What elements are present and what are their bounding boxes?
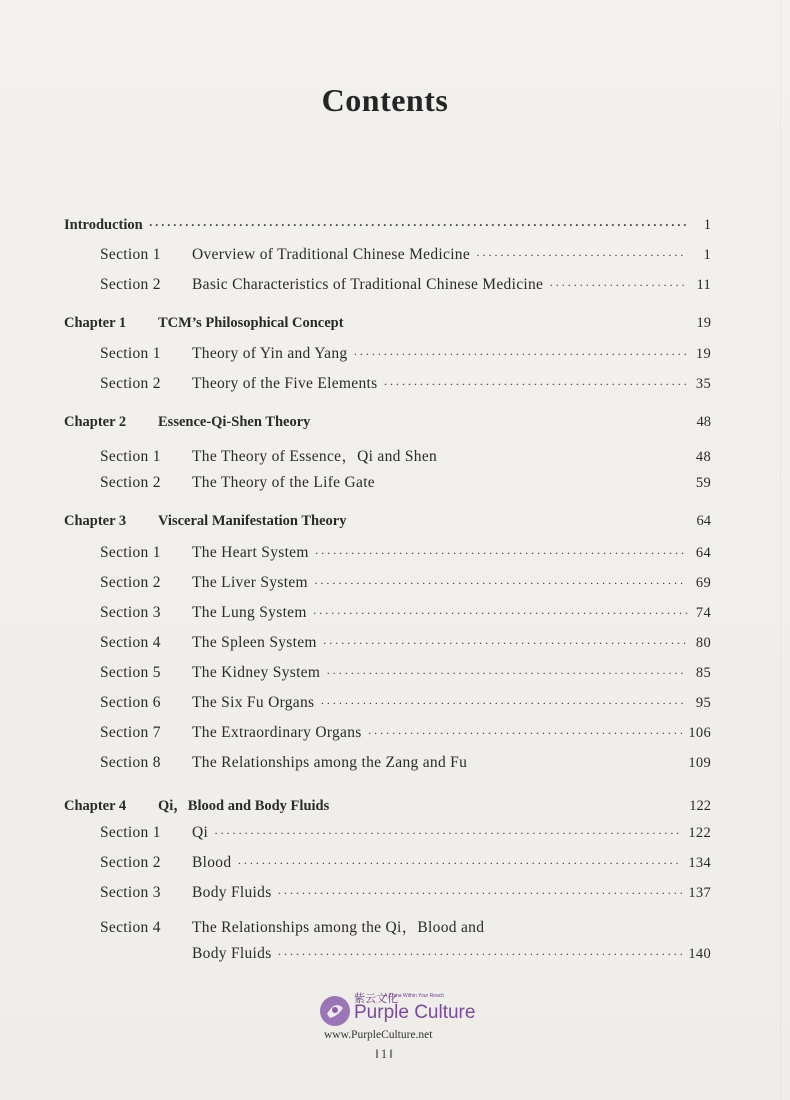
- section-label: The Spleen System: [192, 634, 317, 651]
- toc-entry-section[interactable]: [100, 544, 711, 566]
- section-label: The Theory of the Life Gate: [192, 474, 375, 491]
- watermark-chinese-name: 紫云文化: [354, 992, 398, 1005]
- purple-culture-logo-icon: [318, 994, 352, 1028]
- toc-entry-section[interactable]: [100, 724, 711, 746]
- toc-entry-section[interactable]: [100, 375, 711, 397]
- page-number-folio: [365, 1046, 405, 1062]
- toc-page-number: 74: [695, 605, 711, 621]
- watermark-url: www.PurpleCulture.net: [324, 1029, 433, 1041]
- toc-entry-section[interactable]: [100, 884, 711, 906]
- chapter-number: Chapter 4: [64, 798, 127, 814]
- toc-page-number: 109: [688, 755, 711, 771]
- section-number: Section 2: [100, 574, 161, 591]
- watermark: [318, 990, 518, 1050]
- section-number: Section 8: [100, 754, 161, 771]
- section-number: Section 4: [100, 634, 161, 651]
- dot-leader: [476, 249, 687, 261]
- section-number: Section 2: [100, 276, 161, 293]
- section-number: Section 1: [100, 544, 161, 561]
- section-number: Section 3: [100, 884, 161, 901]
- toc-entry-chapter-1[interactable]: [64, 315, 711, 337]
- toc-page-number: 134: [688, 855, 711, 871]
- toc-entry-section[interactable]: [100, 276, 711, 298]
- section-label: The Heart System: [192, 544, 309, 561]
- toc-entry-section[interactable]: [100, 754, 711, 776]
- toc-page-number: 19: [695, 346, 711, 362]
- toc-page-number: 80: [695, 635, 711, 651]
- toc-page-number: 122: [689, 798, 711, 814]
- toc-entry-chapter-2[interactable]: [64, 414, 711, 436]
- toc-page-number: 64: [696, 513, 711, 529]
- section-label: The Extraordinary Organs: [192, 724, 362, 741]
- dot-leader: [353, 348, 687, 360]
- dot-leader: [314, 577, 687, 589]
- section-label-continued: Body Fluids: [192, 945, 272, 962]
- toc-entry-section[interactable]: [100, 915, 711, 937]
- toc-page-number: 140: [688, 946, 711, 962]
- dot-leader: [320, 697, 687, 709]
- toc-page-number: 85: [695, 665, 711, 681]
- section-label: The Lung System: [192, 604, 307, 621]
- toc-page-number: 1: [703, 247, 711, 263]
- section-label: The Relationships among the Zang and Fu: [192, 754, 468, 771]
- toc-entry-chapter-3[interactable]: [64, 513, 711, 535]
- section-number: Section 6: [100, 694, 161, 711]
- section-number: Section 1: [100, 246, 161, 263]
- watermark-tagline: A China Within Your Reach: [384, 993, 445, 999]
- toc-page-number: 48: [695, 449, 711, 465]
- section-number: Section 4: [100, 919, 161, 936]
- dot-leader: [323, 637, 687, 649]
- section-label: Blood: [192, 854, 232, 871]
- toc-entry-section[interactable]: [100, 664, 711, 686]
- dot-leader: [149, 219, 687, 231]
- toc-entry-section[interactable]: [100, 474, 711, 496]
- dot-leader: [214, 827, 682, 839]
- toc-entry-section-continued[interactable]: [192, 945, 711, 967]
- toc-entry-section[interactable]: [100, 574, 711, 596]
- toc-entry-section[interactable]: [100, 634, 711, 656]
- toc-page-number: 19: [696, 315, 711, 331]
- section-number: Section 7: [100, 724, 161, 741]
- watermark-brand: Purple Culture: [354, 1002, 476, 1023]
- toc-page-number: 69: [695, 575, 711, 591]
- section-label: The Theory of Essence，Qi and Shen: [192, 448, 438, 465]
- dot-leader: [278, 948, 683, 960]
- folio-bar-right: ‖: [389, 1046, 395, 1061]
- folio-number: 1: [380, 1046, 390, 1061]
- section-number: Section 3: [100, 604, 161, 621]
- toc-entry-chapter-4[interactable]: [64, 794, 711, 816]
- section-label: The Kidney System: [192, 664, 321, 681]
- toc-page-number: 11: [696, 277, 711, 293]
- toc-entry-label: Introduction: [64, 217, 143, 233]
- dot-leader: [313, 607, 687, 619]
- dot-leader: [326, 667, 687, 679]
- section-number: Section 2: [100, 854, 161, 871]
- toc-page-number: 122: [688, 825, 711, 841]
- dot-leader: [549, 279, 687, 291]
- chapter-number: Chapter 1: [64, 315, 127, 331]
- toc-page-number: 59: [695, 475, 711, 491]
- folio-bar-left: ‖: [375, 1046, 381, 1061]
- dot-leader: [368, 727, 683, 739]
- section-number: Section 2: [100, 375, 161, 392]
- chapter-number: Chapter 3: [64, 513, 127, 529]
- toc-entry-section[interactable]: [100, 854, 711, 876]
- page-title: Contents: [321, 82, 449, 118]
- section-number: Section 1: [100, 345, 161, 362]
- toc-page-number: 35: [695, 376, 711, 392]
- section-label: Theory of Yin and Yang: [192, 345, 348, 362]
- toc-entry-introduction[interactable]: [64, 217, 711, 239]
- toc-entry-section[interactable]: [100, 345, 711, 367]
- toc-page-number: 64: [695, 545, 711, 561]
- section-label: Overview of Traditional Chinese Medicine: [192, 246, 471, 263]
- section-label: The Relationships among the Qi，Blood and: [192, 919, 485, 936]
- dot-leader: [278, 887, 683, 899]
- chapter-number: Chapter 2: [64, 414, 127, 430]
- toc-entry-section[interactable]: [100, 694, 711, 716]
- section-label: Body Fluids: [192, 884, 272, 901]
- chapter-label: Qi，Blood and Body Fluids: [158, 798, 330, 814]
- section-label: Theory of the Five Elements: [192, 375, 378, 392]
- dot-leader: [315, 547, 687, 559]
- toc-page-number: 95: [695, 695, 711, 711]
- section-label: The Six Fu Organs: [192, 694, 315, 711]
- chapter-label: TCM’s Philosophical Concept: [158, 315, 344, 331]
- section-number: Section 1: [100, 824, 161, 841]
- toc-page-number: 106: [688, 725, 711, 741]
- toc-page-number: 1: [703, 217, 711, 233]
- toc-entry-section[interactable]: [100, 824, 711, 846]
- section-number: Section 2: [100, 474, 161, 491]
- toc-page-number: 48: [696, 414, 711, 430]
- chapter-label: Visceral Manifestation Theory: [158, 513, 347, 529]
- section-label: Basic Characteristics of Traditional Chinese Medicine: [192, 276, 544, 293]
- section-label: Qi: [192, 824, 209, 841]
- section-label: The Liver System: [192, 574, 308, 591]
- chapter-label: Essence-Qi-Shen Theory: [158, 414, 311, 430]
- toc-entry-section[interactable]: [100, 444, 711, 466]
- toc-entry-section[interactable]: [100, 246, 711, 268]
- toc-page-number: 137: [688, 885, 711, 901]
- dot-leader: [237, 857, 682, 869]
- section-number: Section 5: [100, 664, 161, 681]
- section-number: Section 1: [100, 448, 161, 465]
- dot-leader: [383, 378, 687, 390]
- toc-entry-section[interactable]: [100, 604, 711, 626]
